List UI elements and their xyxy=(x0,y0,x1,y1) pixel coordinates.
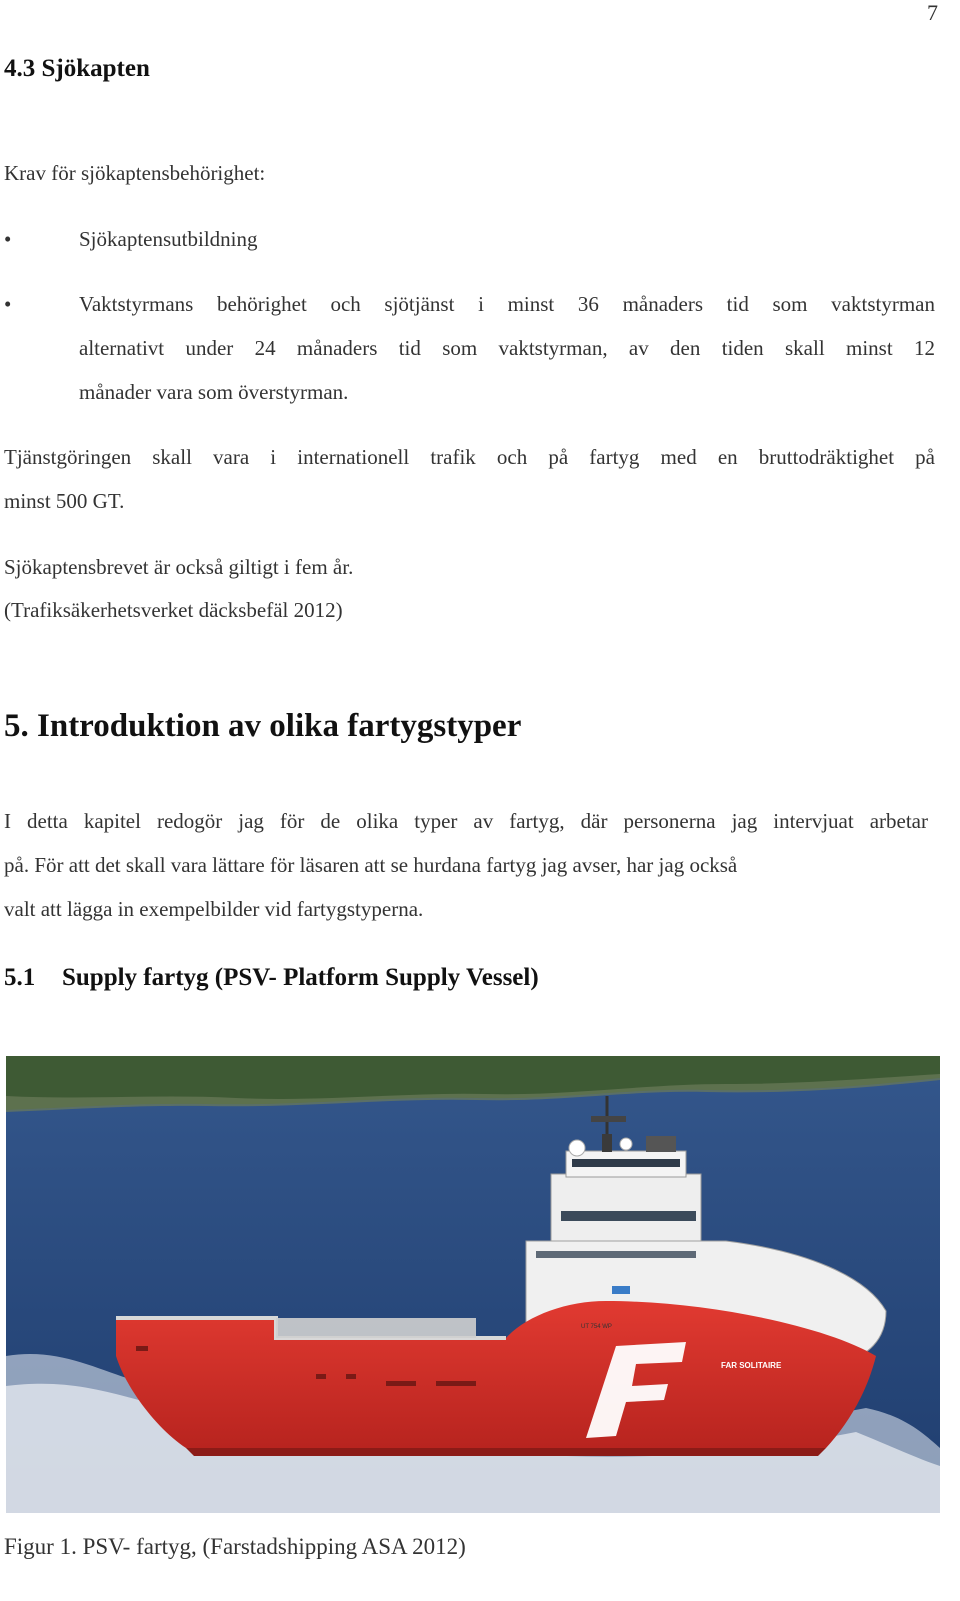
ship-photo xyxy=(6,1056,940,1513)
section-heading-4-3: 4.3 Sjökapten xyxy=(4,55,150,82)
bullet-item-1-line-1: Sjökaptensutbildning xyxy=(79,227,258,251)
paragraph-line: på. För att det skall vara lättare för läsaren att se hurdana fartyg jag avser, har jag också xyxy=(4,853,738,877)
psv-ship-illustration xyxy=(6,1056,940,1513)
hull-code-label: UT 754 WP xyxy=(581,1324,612,1330)
paragraph-text: Sjökaptensbrevet är också giltigt i fem år. xyxy=(4,555,354,579)
ship-name-label: FAR SOLITAIRE xyxy=(721,1361,782,1370)
wheelhouse-windows xyxy=(572,1159,680,1167)
section-title: Supply fartyg (PSV- Platform Supply Vessel) xyxy=(62,964,539,991)
antenna-dome xyxy=(620,1138,632,1150)
paragraph-line: minst 500 GT. xyxy=(4,489,125,513)
paragraph-line: I detta kapitel redogör jag för de olika typer av fartyg, där personerna jag intervjuat arbetar xyxy=(4,809,928,833)
bullet-symbol: • xyxy=(4,227,12,251)
bullet-item-2-line-2: alternativt under 24 månaders tid som vaktstyrman, av den tiden skall minst 12 xyxy=(79,336,935,360)
bridge-windows xyxy=(561,1211,696,1221)
company-mark xyxy=(612,1286,630,1294)
page-number: 7 xyxy=(927,0,938,25)
section-number: 5.1 xyxy=(4,964,36,991)
paragraph-line: Tjänstgöringen skall vara i internationell trafik och på fartyg med en bruttodräktighet på xyxy=(4,445,935,469)
figure-caption: Figur 1. PSV- fartyg, (Farstadshipping ASA 2012) xyxy=(4,1534,466,1559)
section-heading-5-1 xyxy=(4,964,539,992)
paragraph-line: valt att lägga in exempelbilder vid fartygstyperna. xyxy=(4,897,424,921)
bullet-item-2-line-1: Vaktstyrmans behörighet och sjötjänst i minst 36 månaders tid som vaktstyrman xyxy=(79,292,935,316)
reference-text: (Trafiksäkerhetsverket däcksbefäl 2012) xyxy=(4,598,343,622)
bullet-item-2-line-3: månader vara som överstyrman. xyxy=(79,380,349,404)
mast-equipment xyxy=(646,1136,676,1152)
bullet-symbol: • xyxy=(4,292,12,316)
mast-yard xyxy=(591,1116,626,1122)
chapter-heading-5: 5. Introduktion av olika fartygstyper xyxy=(4,708,522,744)
intro-text: Krav för sjökaptensbehörighet: xyxy=(4,161,266,185)
bridge-deck xyxy=(551,1174,701,1244)
radar-dome xyxy=(569,1140,585,1156)
mast-base xyxy=(602,1134,612,1152)
cargo-deck xyxy=(276,1318,476,1338)
waterline xyxy=(186,1448,826,1456)
deck-windows xyxy=(536,1251,696,1258)
